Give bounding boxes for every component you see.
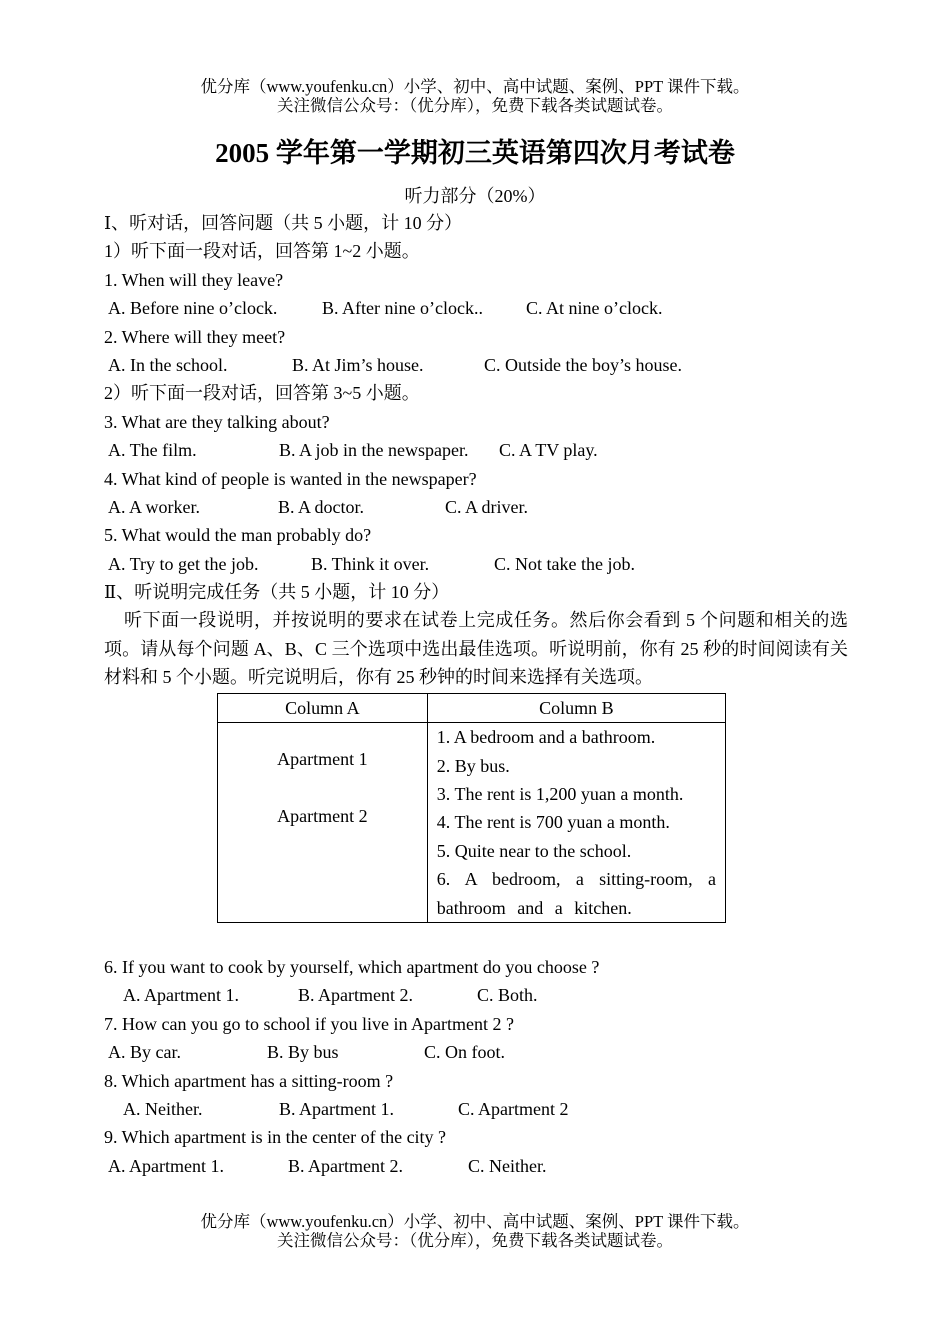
column-b-header: Column B xyxy=(427,693,725,722)
question-4-options xyxy=(104,493,848,521)
question-5: 5. What would the man probably do? xyxy=(104,525,372,546)
option-c: C. Apartment 2 xyxy=(458,1098,569,1119)
question-5-options xyxy=(104,550,848,578)
option-b: B. Apartment 1. xyxy=(279,1098,394,1119)
question-7-options xyxy=(104,1038,848,1066)
option-c: C. On foot. xyxy=(424,1042,505,1063)
footer-line-2: 关注微信公众号：（优分库），免费下载各类试题试卷。 xyxy=(277,1231,673,1250)
section-2-heading: Ⅱ、听说明完成任务（共 5 小题，计 10 分） xyxy=(104,582,450,603)
apartment-table xyxy=(217,693,726,923)
option-c: C. Neither. xyxy=(468,1155,547,1176)
option-a: A. Apartment 1. xyxy=(108,1155,224,1176)
exam-title: 2005 学年第一学期初三英语第四次月考试卷 xyxy=(215,138,735,168)
option-b: B. At Jim’s house. xyxy=(292,354,424,375)
question-9-options xyxy=(104,1152,848,1180)
option-c: C. Outside the boy’s house. xyxy=(484,354,682,375)
section-1-part-2: 2）听下面一段对话，回答第 3~5 小题。 xyxy=(104,383,420,404)
option-a: A. Before nine o’clock. xyxy=(108,298,278,319)
option-c: C. At nine o’clock. xyxy=(526,298,663,319)
option-a: A. A worker. xyxy=(108,496,200,517)
apartment-2-label: Apartment 2 xyxy=(277,805,368,826)
question-6: 6. If you want to cook by yourself, which apartment do you choose ? xyxy=(104,956,600,977)
option-b: B. By bus xyxy=(267,1042,339,1063)
option-a: A. In the school. xyxy=(108,354,228,375)
option-c: C. A driver. xyxy=(445,496,529,517)
question-4: 4. What kind of people is wanted in the newspaper? xyxy=(104,468,477,489)
option-c: C. A TV play. xyxy=(499,440,598,461)
table-body-row xyxy=(218,723,726,923)
column-b-item: 1. A bedroom and a bathroom. xyxy=(436,727,656,748)
question-3-options xyxy=(104,436,848,464)
option-b: B. Apartment 2. xyxy=(288,1155,403,1176)
section-1-part-1: 1）听下面一段对话，回答第 1~2 小题。 xyxy=(104,241,420,262)
option-b: B. After nine o’clock.. xyxy=(322,298,483,319)
listening-subtitle: 听力部分（20%） xyxy=(404,186,546,206)
column-b-item: 6. A bedroom, a sitting-room, a bathroom and a kitchen. xyxy=(436,869,716,918)
column-b-item: 2. By bus. xyxy=(436,755,510,776)
option-b: B. A job in the newspaper. xyxy=(279,440,469,461)
option-c: C. Not take the job. xyxy=(494,553,635,574)
question-8-options xyxy=(104,1095,848,1123)
question-2: 2. Where will they meet? xyxy=(104,326,286,347)
column-b-item: 3. The rent is 1,200 yuan a month. xyxy=(436,783,684,804)
exam-body xyxy=(104,209,848,1180)
question-7: 7. How can you go to school if you live in Apartment 2 ? xyxy=(104,1013,514,1034)
option-b: B. Apartment 2. xyxy=(298,985,413,1006)
option-a: A. The film. xyxy=(108,440,197,461)
column-b-item: 4. The rent is 700 yuan a month. xyxy=(436,812,670,833)
option-b: B. A doctor. xyxy=(278,496,365,517)
page-footer xyxy=(0,1212,950,1250)
column-b-item: 5. Quite near to the school. xyxy=(436,840,632,861)
question-1: 1. When will they leave? xyxy=(104,269,284,290)
option-b: B. Think it over. xyxy=(311,553,430,574)
footer-line-1: 优分库（www.youfenku.cn）小学、初中、高中试题、案例、PPT 课件下载。 xyxy=(200,1212,750,1231)
section-1-heading: Ⅰ、听对话，回答问题（共 5 小题，计 10 分） xyxy=(104,213,463,233)
question-8: 8. Which apartment has a sitting-room ? xyxy=(104,1070,394,1091)
apartment-1-label: Apartment 1 xyxy=(277,749,368,770)
page-header xyxy=(0,77,950,115)
header-line-2: 关注微信公众号：（优分库），免费下载各类试题试卷。 xyxy=(277,96,673,115)
option-a: A. Apartment 1. xyxy=(123,985,239,1006)
option-a: A. Try to get the job. xyxy=(108,553,259,574)
header-line-1: 优分库（www.youfenku.cn）小学、初中、高中试题、案例、PPT 课件下载。 xyxy=(200,77,750,96)
question-3: 3. What are they talking about? xyxy=(104,411,330,432)
section-2-instructions: 听下面一段说明，并按说明的要求在试卷上完成任务。然后你会看到 5 个问题和相关的选项。请从每个问题 A、B、C 三个选项中选出最佳选项。听说明前，你有 25 秒的时间阅读有关材料和 5 个小题。听完说明后，你有 25 秒钟的时间来选择有关选项。 xyxy=(104,610,848,688)
question-6-options xyxy=(104,981,848,1009)
column-a-header: Column A xyxy=(218,693,428,722)
table-header-row xyxy=(218,693,726,722)
question-2-options xyxy=(104,351,848,379)
question-1-options xyxy=(104,294,848,322)
option-a: A. Neither. xyxy=(123,1098,203,1119)
option-a: A. By car. xyxy=(108,1042,181,1063)
question-9: 9. Which apartment is in the center of the city ? xyxy=(104,1127,447,1148)
column-a-cell xyxy=(218,723,428,923)
column-b-cell xyxy=(427,723,725,923)
option-c: C. Both. xyxy=(477,985,538,1006)
